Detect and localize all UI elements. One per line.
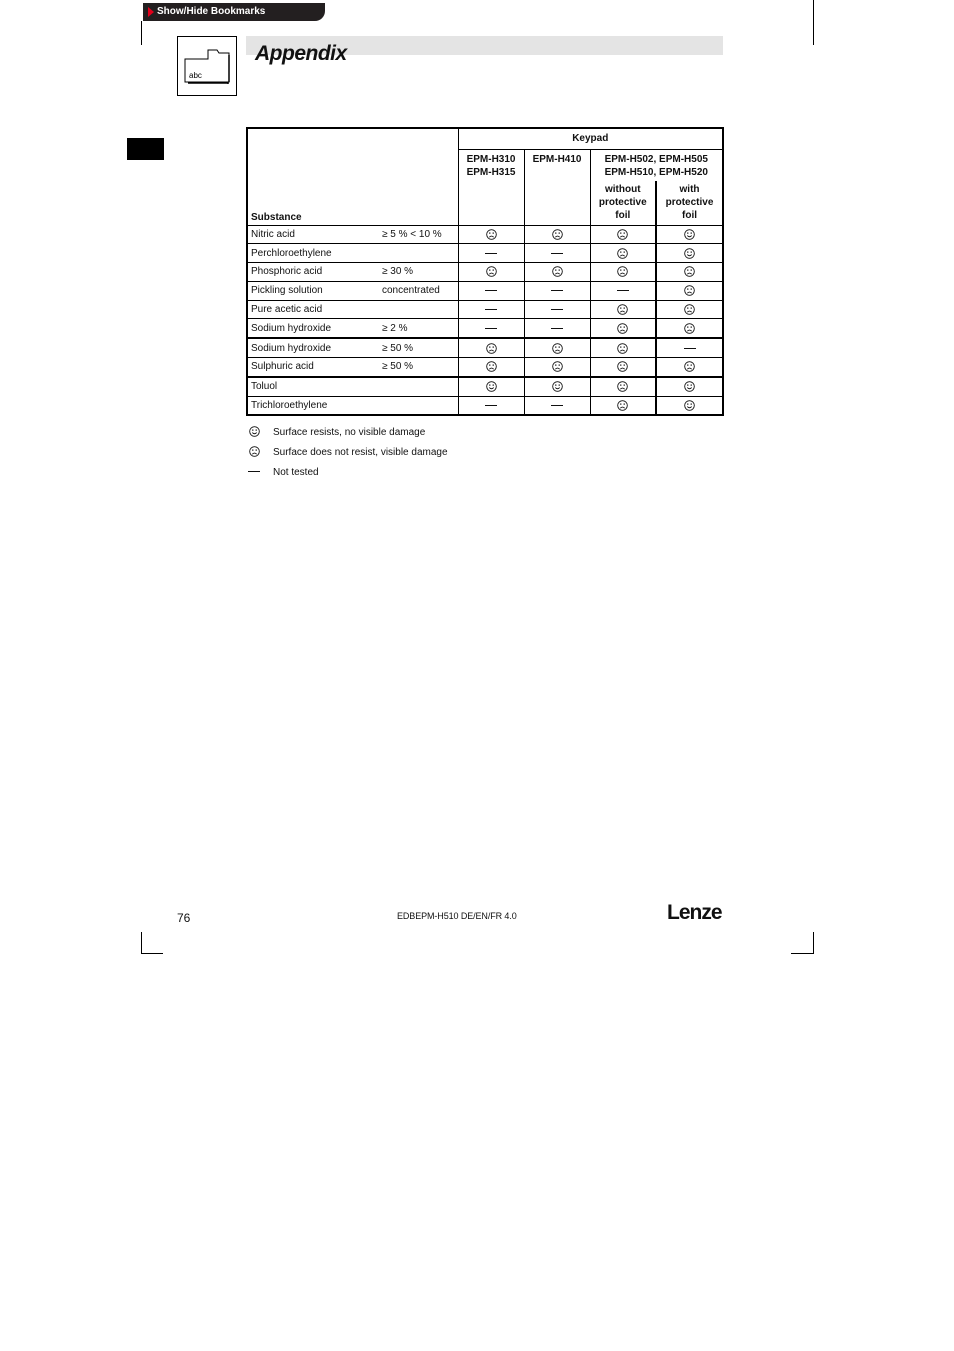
substance-cell: Perchloroethylene [247,244,379,263]
bookmark-label: Show/Hide Bookmarks [157,6,266,17]
smile-icon [656,244,723,263]
sad-face-icon [656,281,723,300]
sad-face-icon [590,319,656,338]
sad-face-icon [590,300,656,319]
crop-mark [791,953,813,954]
smile-icon [524,377,590,396]
concentration-cell [379,244,458,263]
dash-icon [524,244,590,263]
dash-icon [248,466,260,477]
smile-icon [248,426,260,437]
sad-face-icon [524,338,590,357]
sad-face-icon [458,225,524,244]
header-with-foil: with protective foil [656,181,723,226]
triangle-right-icon [148,7,154,17]
dash-icon [458,396,524,415]
table-row [247,263,723,282]
smile-icon [656,396,723,415]
dash-icon [458,300,524,319]
dash-icon [524,319,590,338]
table-row [247,358,723,377]
dash-icon [458,244,524,263]
dash-icon [458,281,524,300]
sad-face-icon [524,263,590,282]
concentration-cell: concentrated [379,281,458,300]
sad-face-icon [590,358,656,377]
sad-face-icon [656,358,723,377]
concentration-cell: ≥ 2 % [379,319,458,338]
dash-icon [656,338,723,357]
folder-icon-text: abc [189,71,202,80]
page-number: 76 [177,911,191,925]
concentration-cell [379,377,458,396]
concentration-cell [379,396,458,415]
concentration-cell: ≥ 30 % [379,263,458,282]
sad-face-icon [656,263,723,282]
dash-icon [524,396,590,415]
document-code: EDBEPM-H510 DE/EN/FR 4.0 [397,911,517,921]
dash-icon [458,319,524,338]
substance-cell: Sodium hydroxide [247,319,379,338]
show-hide-bookmarks-button[interactable] [143,3,325,21]
substance-cell: Nitric acid [247,225,379,244]
table-row [247,396,723,415]
concentration-cell: ≥ 50 % [379,358,458,377]
concentration-cell [379,300,458,319]
substance-cell: Sulphuric acid [247,358,379,377]
crop-mark [141,953,163,954]
concentration-cell: ≥ 5 % < 10 % [379,225,458,244]
table-row [247,244,723,263]
header-model-epm-h310: EPM-H310 EPM-H315 [458,149,524,225]
crop-mark [813,0,814,45]
sad-face-icon [590,396,656,415]
legend-text: Surface resists, no visible damage [273,427,426,438]
header-substance: Substance [247,128,458,225]
table-row [247,319,723,338]
sad-face-icon [590,377,656,396]
sad-face-icon [524,225,590,244]
table-row [247,300,723,319]
sad-face-icon [590,338,656,357]
crop-mark [141,932,142,954]
lenze-logo: Lenze [667,901,722,924]
substance-cell: Pure acetic acid [247,300,379,319]
substance-cell: Phosphoric acid [247,263,379,282]
header-model-epm-h410: EPM-H410 [524,149,590,225]
crop-mark [813,932,814,954]
header-model-epm-h5xx: EPM-H502, EPM-H505 EPM-H510, EPM-H520 [590,149,723,181]
legend-text: Surface does not resist, visible damage [273,447,448,458]
smile-icon [458,377,524,396]
chemical-resistance-table [246,127,724,416]
sad-face-icon [656,319,723,338]
sad-face-icon [458,263,524,282]
substance-cell: Pickling solution [247,281,379,300]
sad-face-icon [458,358,524,377]
table-row [247,338,723,357]
sad-face-icon [458,338,524,357]
dash-icon [590,281,656,300]
dash-icon [524,281,590,300]
smile-icon [656,377,723,396]
smile-icon [656,225,723,244]
substance-cell: Sodium hydroxide [247,338,379,357]
chapter-marker [127,138,164,160]
header-without-foil: without protective foil [590,181,656,226]
page-title: Appendix [255,42,347,65]
sad-face-icon [524,358,590,377]
sad-face-icon [656,300,723,319]
sad-face-icon [590,244,656,263]
sad-face-icon [248,446,260,457]
legend-text: Not tested [273,467,319,478]
sad-face-icon [590,225,656,244]
dash-icon [524,300,590,319]
table-row [247,281,723,300]
header-keypad: Keypad [458,128,723,149]
sad-face-icon [590,263,656,282]
substance-cell: Toluol [247,377,379,396]
table-row [247,225,723,244]
folder-icon [177,36,237,96]
table-body [247,225,723,415]
concentration-cell: ≥ 50 % [379,338,458,357]
crop-mark [141,21,142,45]
substance-cell: Trichloroethylene [247,396,379,415]
table-row [247,377,723,396]
